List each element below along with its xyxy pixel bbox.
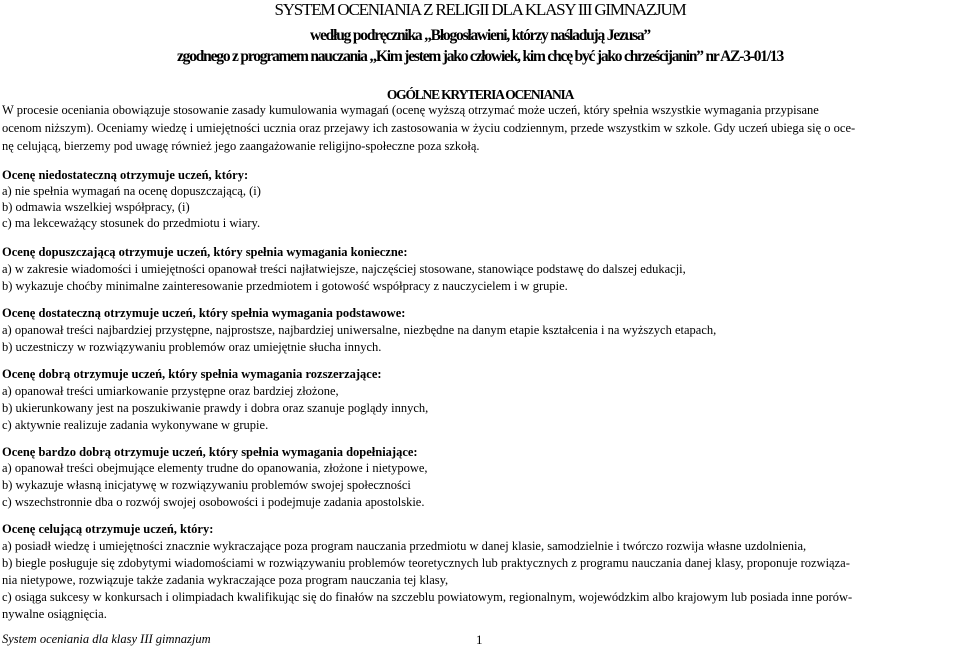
footer-document-name: System oceniania dla klasy III gimnazjum <box>2 632 211 646</box>
very-good-heading: Ocenę bardzo dobrą otrzymuje uczeń, który spełnia wymagania dopełniające: <box>2 445 418 459</box>
good-item: b) ukierunkowany jest na poszukiwanie prawdy i dobra oraz szanuje poglądy innych, <box>2 401 429 415</box>
satisfactory-item: b) uczestniczy w rozwiązywaniu problemów oraz umiejętnie słucha innych. <box>2 340 382 354</box>
very-good-item: a) opanował treści obejmujące elementy trudne do opanowania, złożone i nietypowe, <box>2 461 428 475</box>
document-title: SYSTEM OCENIANIA Z RELIGII DLA KLASY III GIMNAZJUM <box>274 0 686 19</box>
insufficient-item: c) ma lekceważący stosunek do przedmiotu i wiary. <box>2 216 261 230</box>
satisfactory-item: a) opanował treści najbardziej przystępne, najprostsze, najbardziej uniwersalne, niezbędne na danym etapie kształcenia i na wyższych etapach, <box>2 323 717 337</box>
excellent-line: a) posiadł wiedzę i umiejętności znacznie wykraczające poza program nauczania przedmiotu w danej klasie, samodzielnie i twórczo rozwija własne uzdolnienia, <box>2 539 807 553</box>
very-good-item: c) wszechstronnie dba o rozwój swojej osobowości i podejmuje zadania apostolskie. <box>2 495 425 509</box>
excellent-line: b) biegle posługuje się zdobytymi wiadomościami w rozwiązywaniu problemów teoretycznych lub praktycznych z programu nauczania danej klasy, proponuje rozwiąza- <box>2 556 850 570</box>
general-paragraph-line: W procesie oceniania obowiązuje stosowanie zasady kumulowania wymagań (ocenę wyższą otrzymać może uczeń, który spełnia wszystkie wymagania przypisane <box>2 103 819 117</box>
sufficient-heading: Ocenę dopuszczającą otrzymuje uczeń, który spełnia wymagania konieczne: <box>2 245 408 259</box>
insufficient-heading: Ocenę niedostateczną otrzymuje uczeń, który: <box>2 168 249 182</box>
general-paragraph-line: ocenom niższym). Oceniamy wiedzę i umiejętności ucznia oraz przejawy ich zastosowania w życiu codziennym, przede wszystkim w szkole. Gdy uczeń ubiega się o oce- <box>2 121 856 135</box>
good-heading: Ocenę dobrą otrzymuje uczeń, który spełnia wymagania rozszerzające: <box>2 367 382 381</box>
subtitle-textbook: według podręcznika „Błogosławieni, którzy naśladują Jezusa” <box>310 27 650 44</box>
general-paragraph-line: nę celującą, bierzemy pod uwagę również jego zaangażowanie religijno-społeczne poza szkołą. <box>2 139 480 153</box>
good-item: a) opanował treści umiarkowanie przystępne oraz bardziej złożone, <box>2 384 339 398</box>
sufficient-item: a) w zakresie wiadomości i umiejętności opanował treści najłatwiejsze, najczęściej stosowane, stanowiące podstawę do dalszej edukacji, <box>2 262 686 276</box>
sufficient-item: b) wykazuje choćby minimalne zainteresowanie przedmiotem i gotowość współpracy z nauczycielem i w grupie. <box>2 279 568 293</box>
excellent-line: nia nietypowe, rozwiązuje także zadania wykraczające poza program nauczania tej klasy, <box>2 573 449 587</box>
excellent-heading: Ocenę celującą otrzymuje uczeń, który: <box>2 522 214 536</box>
subtitle-program: zgodnego z programem nauczania „Kim jestem jako człowiek, kim chcę być jako chrześcijanin” nr AZ-3-01/13 <box>176 48 784 65</box>
excellent-line: nywalne osiągnięcia. <box>2 607 107 621</box>
very-good-item: b) wykazuje własną inicjatywę w rozwiązywaniu problemów swojej społeczności <box>2 478 411 492</box>
insufficient-item: b) odmawia wszelkiej współpracy, (i) <box>2 200 190 214</box>
excellent-line: c) osiąga sukcesy w konkursach i olimpiadach kwalifikując się do finałów na szczeblu powiatowym, regionalnym, wojewódzkim albo krajowym lub posiada inne porów- <box>2 590 853 604</box>
satisfactory-heading: Ocenę dostateczną otrzymuje uczeń, który spełnia wymagania podstawowe: <box>2 306 406 320</box>
general-criteria-heading: OGÓLNE KRYTERIA OCENIANIA <box>386 87 574 102</box>
insufficient-item: a) nie spełnia wymagań na ocenę dopuszczającą, (i) <box>2 184 261 198</box>
good-item: c) aktywnie realizuje zadania wykonywane w grupie. <box>2 418 269 432</box>
footer-page-number: 1 <box>476 632 483 647</box>
